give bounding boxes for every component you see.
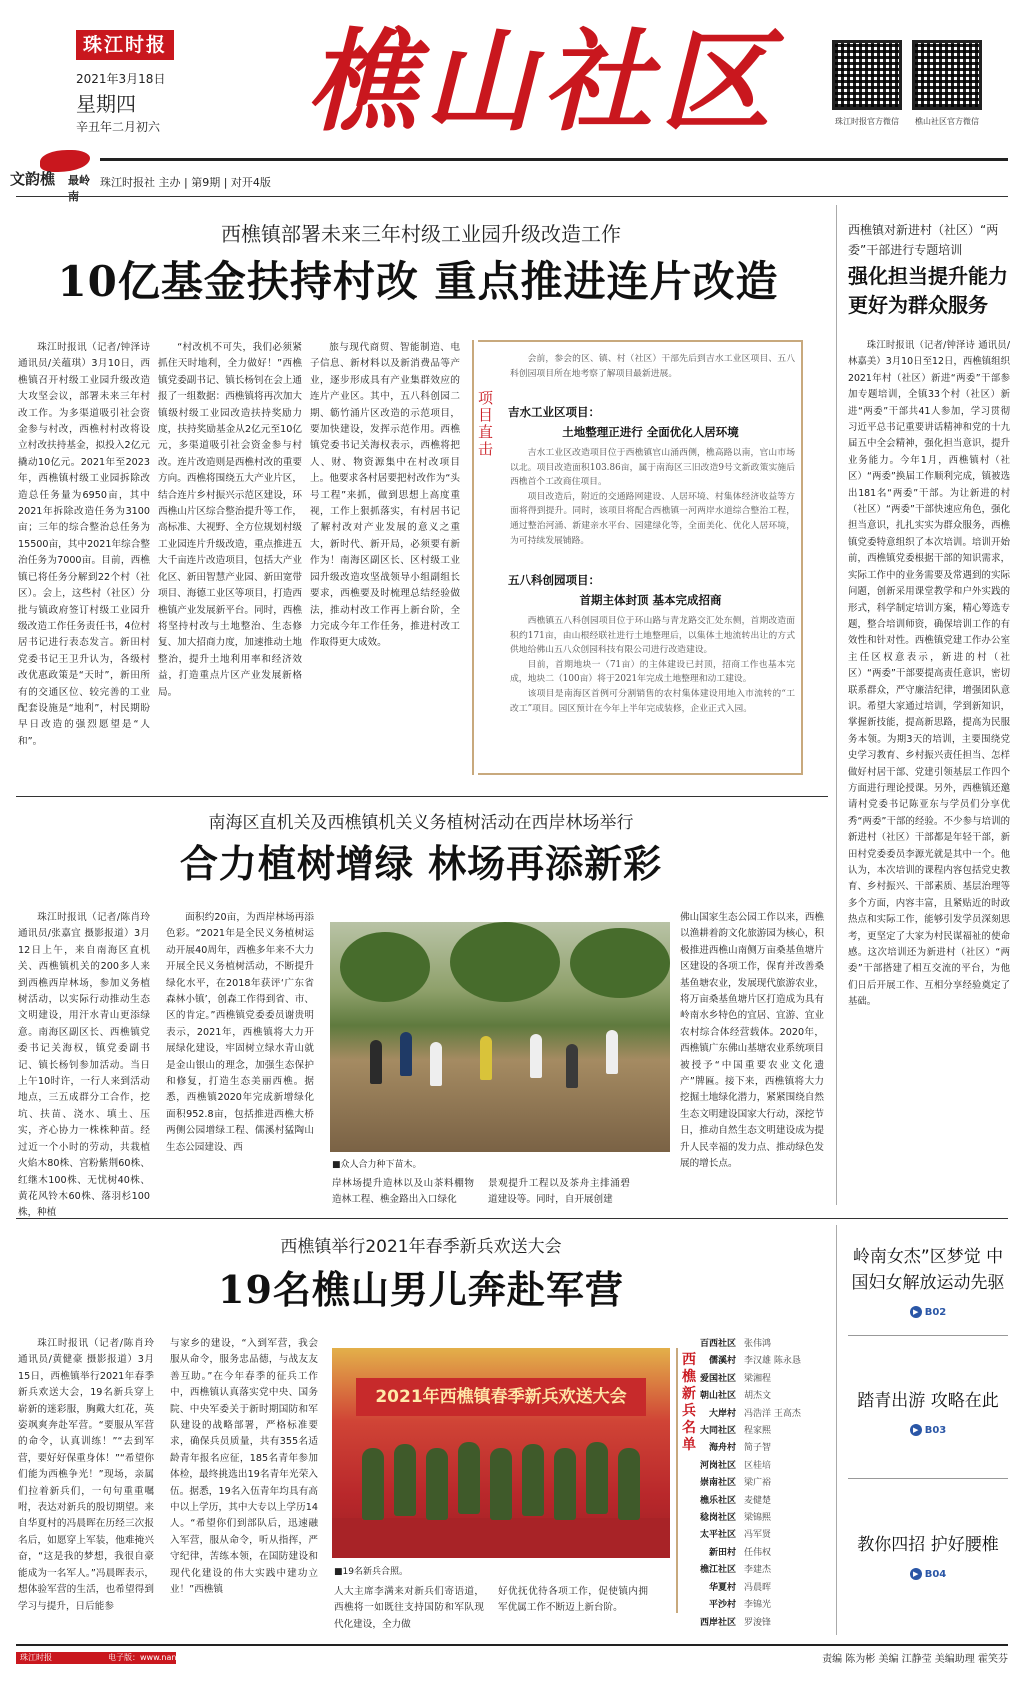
- story2-headline: 合力植树增绿 林场再添新彩: [179, 841, 663, 886]
- roster-row: [690, 1615, 840, 1632]
- roster-village: 爱国社区: [699, 1373, 736, 1384]
- teaser-page-link[interactable]: [910, 1424, 947, 1436]
- roster-row: [690, 1388, 840, 1405]
- story1-headline: 10亿基金扶持村改 重点推进连片改造: [57, 257, 779, 306]
- roster-names: 冯晨晖: [744, 1582, 772, 1593]
- section-rule: [16, 196, 1008, 197]
- roster-row: [690, 1510, 840, 1527]
- roster-names: 张伟鸿: [744, 1339, 772, 1349]
- photo-recruit: [586, 1442, 608, 1514]
- story3-kicker: 西樵镇举行2021年春季新兵欢送大会: [280, 1237, 562, 1257]
- qr-code-icon[interactable]: [912, 40, 982, 110]
- roster-row: [690, 1336, 840, 1353]
- roster-label: 西樵新兵名单: [682, 1352, 696, 1453]
- roster-village: 海舟村: [708, 1443, 736, 1454]
- photo-person: [430, 1042, 442, 1086]
- photo-banner: 2021年西樵镇春季新兵欢送大会: [356, 1378, 646, 1416]
- photo-recruit: [458, 1442, 480, 1514]
- roster-row: [690, 1440, 840, 1457]
- project-box-intro: 会前，参会的区、镇、村（社区）干部先后到吉水工业区项目、五八科创园项目所在地考察了解项目最新进展。: [510, 354, 795, 379]
- brand-text-secondary: 最岭南: [68, 174, 90, 203]
- lunar-date: 辛丑年二月初六: [76, 120, 161, 134]
- story2-column: 佛山国家生态公园工作以来，西樵以渔耕着韵文化旅游园为核心，积极推进西樵山南侧万亩桑基鱼塘片区建设的各项工作，保育并改善桑基鱼塘农业，发展现代旅游农业，将万亩桑基鱼塘片区打造成为具有岭南水乡特色的宜居、宜游、宜业农村综合体经营载体。2020年，西樵镇广东佛山基塘农业系统项目被授予“中国重要农业文化遗产”牌匾。接下来，西樵镇将大力挖掘土地绿化潜力，紧紧围绕自然生态文明建设国家大行动，深挖节日，推动自然生态文明建设成为提升人民幸福的发力点、推动绿色发展的增长点。: [680, 912, 824, 1170]
- column-divider: [836, 1225, 837, 1635]
- teaser-divider: [848, 1478, 1008, 1479]
- roster-village: 樵江社区: [699, 1565, 736, 1576]
- photo-tree: [450, 922, 560, 1002]
- footer-rule: [16, 1644, 1008, 1646]
- page-arrow-icon: ▶: [910, 1306, 922, 1318]
- story2-column: 珠江时报讯（记者/陈肖玲 通讯员/张嘉宜 摄影报道）3月12日上午，来自南海区直机关、西樵镇机关的200多人来到西樵西岸林场，参加义务植树活动，以实际行动推动生态文明建设，用汗水青山更添绿意。南海区副区长、西樵镇党委书记关海权，镇党委副书记、镇长杨钊参加活动。当日上午10时许，一行人来到活动地点，三五成群分工合作，挖坑、扶苗、浇水、填土、压实，齐心协力一株株种苗。经过近一个小时的劳动，共栽植火焰木80株、宫粉紫荆60株、红继木100株、无忧树40株、黄花风铃木60株、落羽杉100株，种植: [18, 912, 150, 1219]
- photo-person: [480, 1036, 492, 1080]
- teaser-divider: [848, 1335, 1008, 1336]
- story2-column: 景观提升工程以及茶舟主排涌碧道建设等。同时，自开展创建: [488, 1178, 630, 1206]
- project-box-section-title: 五八科创园项目：: [508, 573, 600, 587]
- roster-village: 太平社区: [699, 1530, 736, 1541]
- qr-code-icon[interactable]: [832, 40, 902, 110]
- paper-logo: 珠江时报: [76, 30, 174, 60]
- section-rule: [16, 1218, 1008, 1219]
- roster-names: 李汉雄 陈永恳: [744, 1356, 801, 1367]
- issue-weekday: 星期四: [76, 92, 136, 116]
- roster-row: [690, 1527, 840, 1544]
- roster-row: [690, 1562, 840, 1579]
- project-box-section-subtitle: 土地整理正进行 全面优化人居环境: [562, 425, 739, 439]
- story1-column: 珠江时报讯（记者/钟泽诗 通讯员/关蕴琪）3月10日，西樵镇召开村级工业园升级改造大攻坚会议，部署未来三年村改工作。为多渠道吸引社会资金参与村改，西樵村村改将设立村改扶持基金，拟投入2亿元撬动10亿元。2021年至2023年，西樵镇村级工业园拆除改造总任务量为6950亩，其中2021年拆除改造任务为3100亩；三年的综合整治总任务为15500亩，其中2021年综合整治任务为7000亩。目前，西樵镇已将任务分解到22个村（社区）。会上，这些村（社区）分批与镇政府签订村级工业园升级改造工作任务责任书，4位村居书记进行表态发言。新田村党委书记王卫升认为，各级村改优惠政策是“天时”，新田所有的交通区位、较完善的工业配套设施是“地利”，村民期盼早日改造的强烈愿望是“人和”。: [18, 342, 150, 747]
- teaser-title[interactable]: 教你四招 护好腰椎: [857, 1535, 999, 1555]
- photo-recruit: [554, 1448, 576, 1520]
- roster-names: 胡杰文: [744, 1391, 772, 1402]
- photo-recruit: [362, 1448, 384, 1520]
- roster-row: [690, 1580, 840, 1597]
- roster-village: 朝山社区: [699, 1391, 736, 1402]
- photo-recruit: [394, 1444, 416, 1516]
- roster-village: 河岗社区: [699, 1460, 736, 1471]
- roster-village: 新田村: [708, 1547, 736, 1558]
- issue-date: 2021年3月18日: [76, 72, 166, 86]
- roster-village: 崇南社区: [699, 1478, 736, 1489]
- roster-names: 李建杰: [744, 1565, 772, 1576]
- photo-recruit: [522, 1444, 544, 1516]
- roster-names: 梁锦熙: [744, 1513, 772, 1524]
- roster-village: 大同社区: [699, 1426, 736, 1437]
- project-box-text: 吉水工业区改造项目位于西樵镇官山涌西侧，樵高路以南，官山市场以北。项目改造面积103.86亩，属于南海区三旧改造9号文新政策实施后西樵首个工改商住项目。 项目改造后，附近的交通路网建设、人居环境、村集体经济收益等方面将得到提升。同时，该项目将配合西樵镇一河两岸水道综合整治工程，通过整治河涌、新建亲水平台、园建绿化等，全面美化、优化人居环境，为可持续发展铺路。: [510, 448, 795, 546]
- roster-names: 区桂培: [744, 1460, 772, 1471]
- roster-village: 百西社区: [699, 1339, 736, 1349]
- roster-row: [690, 1545, 840, 1562]
- roster-names: 冯军贤: [744, 1530, 772, 1541]
- roster-village: 华夏村: [708, 1582, 736, 1593]
- teaser-page-number[interactable]: B03: [924, 1424, 947, 1436]
- story1-kicker: 西樵镇部署未来三年村级工业园升级改造工作: [221, 222, 621, 246]
- teaser-title[interactable]: 岭南女杰”区梦觉 中国妇女解放运动先驱: [851, 1247, 1005, 1293]
- recruit-roster: [690, 1336, 840, 1632]
- roster-names: 罗浚锋: [744, 1617, 772, 1628]
- footer-brand: 珠江时报: [20, 1653, 52, 1662]
- teaser-page-number[interactable]: B04: [924, 1568, 947, 1580]
- teaser-title[interactable]: 踏青出游 攻略在此: [857, 1391, 999, 1411]
- photo-caption: ■19名新兵合照。: [334, 1567, 408, 1577]
- roster-village: 大岸村: [708, 1408, 736, 1419]
- roster-village: 樵乐社区: [699, 1495, 736, 1506]
- story2-column: 岸林场提升造林以及山茶料棚物造林工程、樵金路出入口绿化: [332, 1178, 474, 1206]
- page-arrow-icon: ▶: [910, 1568, 922, 1580]
- roster-names: 简子智: [744, 1443, 772, 1454]
- roster-village: 儒溪村: [708, 1356, 736, 1367]
- roster-names: 冯浩洋 王高杰: [744, 1408, 801, 1419]
- issue-info: 珠江时报社 主办 | 第9期 | 对开4版: [100, 176, 271, 189]
- roster-row: [690, 1597, 840, 1614]
- roster-row: [690, 1406, 840, 1423]
- photo-caption: ■众人合力种下苗木。: [332, 1160, 422, 1170]
- right-story-kicker: 西樵镇对新进村（社区）“两委”干部进行专题培训: [848, 223, 999, 257]
- footer-url[interactable]: 电子版：www.nanhaitoday.com: [108, 1653, 230, 1662]
- roster-names: 梁广裕: [744, 1478, 772, 1489]
- photo-tree: [340, 932, 430, 1002]
- photo-person: [530, 1034, 542, 1078]
- photo-person: [606, 1030, 618, 1074]
- story3-headline: 19名樵山男儿奔赴军营: [218, 1267, 624, 1312]
- qr-caption: 珠江时报官方微信: [835, 117, 899, 126]
- roster-village: 稔岗社区: [699, 1513, 736, 1524]
- story3-column: 好优抚优待各项工作，促使镇内拥军优属工作不断迈上新台阶。: [498, 1586, 648, 1614]
- brand-text: 文韵樵: [10, 170, 56, 188]
- roster-village: 西岸社区: [699, 1617, 736, 1628]
- roster-village: 平沙村: [708, 1600, 736, 1611]
- project-box-section-subtitle: 首期主体封顶 基本完成招商: [579, 593, 722, 607]
- photo-person: [370, 1040, 382, 1084]
- section-rule: [16, 796, 828, 797]
- footer-editors: 责编 陈为彬 美编 江静莹 美编助理 霍笑芬: [822, 1654, 1008, 1665]
- right-story-body: 珠江时报讯（记者/钟泽诗 通讯员/林嘉美）3月10日至12日，西樵镇组织2021年村（社区）新进“两委”干部参加专题培训，全镇33个村（社区）新进“两委”干部共41人参加，学习贯彻习近平总书记重要讲话精神和党的十九届五中全会精神，强化担当意识，提升业务能力。今年1月，西樵镇村（社区）“两委”换届工作顺利完成，镇被选出181名“两委”干部。为让新进的村（社区）“两委”干部快速应角色，强化担当意识，扎扎实实为群众服务，西樵镇党委特意组织了本次培训。培训开始前，西樵镇党委根据干部的知识需求，实际工作中的业务需要及常遇到的实际问题，创新采用课堂教学和户外实践的形式，科学制定培训方案，精心筹选专题，整合培训师资，确保培训工作的有效性和针对性。西樵镇党建工作办公室主任区权意表示，新进的村（社区）“两委”干部要提高责任意识，密切联系群众，严守廉洁纪律，增强团队意识。希望大家通过培训，学到新知识，掌握新技能，提高新思路，提高为民服务本领。为期3天的培训，主要围绕党史学习教育、乡村振兴责任担当、怎样做好村居干部、党建引领基层工作四个方面进行理论授课。另外，西樵镇还邀请村党委书记陈亚东与学员们分享优秀“两委”干部的经验。不少参与培训的新进村（社区）干部都是年轻干部，新田村党委委员李源光就是其中一个。他认为，本次培训的课程内容包括党史教育、乡村振兴、干部素质、基层治理等多个方面，内容丰富，且紧贴近的时政热点和实际工作，能够引发学员深刻思考，更坚定了大家为村民谋福祉的使命感。这次培训还为新进村（社区）“两委”干部搭建了相互交流的平台，为他们日后开展工作、互相分享经验奠定了基础。: [848, 340, 1010, 1008]
- roster-names: 李锦光: [744, 1600, 772, 1611]
- roster-row: [690, 1493, 840, 1510]
- roster-names: 麦健楚: [744, 1495, 772, 1506]
- story3-column: 人大主席李满来对新兵们寄语道，西樵将一如既往支持国防和军队现代化建设，全力做: [334, 1586, 484, 1630]
- roster-names: 任伟权: [744, 1547, 772, 1558]
- right-story-headline: 强化担当提升能力 更好为群众服务: [848, 264, 1008, 317]
- photo-person: [566, 1044, 578, 1088]
- roster-row: [690, 1475, 840, 1492]
- roster-row: [690, 1423, 840, 1440]
- project-box-label: 项目直击: [478, 389, 494, 458]
- photo-stage: [332, 1518, 670, 1558]
- teaser-b02[interactable]: [848, 1244, 1008, 1318]
- recruits-photo: [332, 1348, 670, 1558]
- tree-planting-photo: [330, 922, 670, 1152]
- photo-recruit: [490, 1448, 512, 1520]
- photo-recruit: [426, 1448, 448, 1520]
- story1-column: “村改机不可失，我们必须紧抓住天时地利，全力做好！”西樵镇党委副书记、镇长杨钊在会上通报了一组数据：西樵镇将再次加大镇级村级工业园改造扶持奖励力度，扶持奖励基金从2亿元至10亿元，多渠道吸引社会资金参与村改。连片改造则是西樵村改的重要方向。西樵将围绕五大产业片区，结合连片乡村振兴示范区建设，环西樵山片区综合整治提升等工作，高标准、大视野、全方位规划村级工业园连片升级改造，重点推进五大千亩连片改造项目，包括大产业化区、新田智慧产业园、新田宽带项目、海德工业区等项目，打造西樵镇产业发展新平台。同时，西樵将坚持村改与土地整治、生态修复、加大招商力度，加速推动土地整治，提升土地利用率和经济效益，打造重点片区产业发展新格局。: [158, 342, 302, 698]
- teaser-page-link[interactable]: [910, 1306, 947, 1318]
- masthead-title: 樵山社区: [306, 17, 779, 146]
- story3-column: 与家乡的建设，“入到军营，我会服从命令，服务忠品德，与战友友善互助。”在今年春季的征兵工作中，西樵镇认真落实党中央、国务院、中央军委关于新时期国防和军队建设的战略部署，严格标准要求，确保兵员质量，共有355名适龄青年报名应征，185名青年参加体检，最终挑选出19名青年光荣入伍。据悉，19名入伍青年均具有高中以上学历，其中大专以上学历14人。“希望你们到部队后，迅速融入军营，服从命令，听从指挥，严守纪律，苦练本领，在国防建设和现代化建设的伟大实践中建功立业！”西樵镇: [170, 1338, 318, 1596]
- roster-row: [690, 1458, 840, 1475]
- roster-names: 梁湘程: [744, 1373, 772, 1384]
- project-box-text: 西樵镇五八科创园项目位于环山路与青龙路交汇处东侧，首期改造面积约171亩，由山根经联社进行土地整理后，以集体土地流转出让的方式供地给佛山五八众创园科技有限公司进行改造建设。 目前，首期地块一（71亩）的主体建设已封顶，招商工作也基本完成，地块二（100亩）将于2021年完成土地整理和动工建设。 该项目是南海区首例可分割销售的农村集体建设用地入市流转的“工改工”项目。园区预计在今年上半年完成装修，企业正式入园。: [510, 616, 795, 714]
- story1-column: 旅与现代商贸、智能制造、电子信息、新材料以及新消费品等产业，逐步形成具有产业集群效应的连片产业区。其中，五八科创园二期、簕竹涌片区改造的示范项目，要加快建设，发挥示范作用。西樵镇党委书记关海权表示，西樵将把人、财、物资源集中在村改项目上。他要求各村居要把村改作为“头号工程”来抓，做到思想上高度重视，工作上狠抓落实，有村居书记了解村改对产业发展的意义之重大，新时代、新开局，必须要有新作为！南海区副区长、区村级工业园升级改造攻坚战领导小组副组长要求，西樵要及时梳理总结经验做法，推动村改工作再上新台阶，全力完成今年工作任务，推进村改工作取得更大成效。: [310, 342, 460, 649]
- teaser-b04[interactable]: [848, 1532, 1008, 1580]
- brand-mark: [10, 148, 100, 203]
- project-box-section-title: 吉水工业区项目：: [508, 405, 600, 419]
- photo-tree: [570, 928, 670, 998]
- story2-kicker: 南海区直机关及西樵镇机关义务植树活动在西岸林场举行: [208, 813, 634, 833]
- masthead-rule: [100, 158, 1008, 161]
- column-divider: [836, 205, 837, 1205]
- photo-recruit: [618, 1448, 640, 1520]
- qr-caption: 樵山社区官方微信: [915, 117, 979, 126]
- roster-row: [690, 1353, 840, 1370]
- teaser-page-link[interactable]: [910, 1568, 947, 1580]
- page-arrow-icon: ▶: [910, 1424, 922, 1436]
- roster-row: [690, 1371, 840, 1388]
- teaser-b03[interactable]: [848, 1388, 1008, 1436]
- roster-names: 程家熙: [744, 1426, 772, 1437]
- teaser-page-number[interactable]: B02: [924, 1306, 947, 1318]
- story3-column: 珠江时报讯（记者/陈肖玲 通讯员/黄健豪 摄影报道）3月15日，西樵镇举行2021年春季新兵欢送大会，19名新兵穿上崭新的迷彩服，胸戴大红花，英姿飒爽奔赴军营。“要服从军营的命令，认真训练！”“去到军营，要好好保重身体！”“希望你们能为西樵争光！”现场，亲属们拉着新兵们，一句句重重嘱咐，表达对新兵的殷切期望。来自华夏村的冯晨晖在历经三次报名后，如愿穿上军装，他难掩兴奋，“这是我的梦想，我很自豪能成为一名军人。”冯晨晖表示，想体验军营的生活，也希望得到学习与提升，日后能参: [18, 1338, 154, 1612]
- story2-column: 面积约20亩，为西岸林场再添色彩。“2021年是全民义务植树运动开展40周年，西樵多年来不大力开展全民义务植树活动，不断提升绿化水平，在2018年获评‘广东省森林小镇’，创森工作得到省、市、区的肯定。”西樵镇党委委员谢贵明表示，2021年，西樵镇将大力开展绿化建设，牢固树立绿水青山就是金山银山的理念，加强生态保护和修复，打造生态美丽西樵。据悉，西樵镇2020年完成新增绿化面积952.8亩，包括推进西樵大桥两侧公园增绿工程、儒溪村猛陶山生态公园建设、西: [166, 912, 314, 1153]
- photo-person: [400, 1032, 412, 1076]
